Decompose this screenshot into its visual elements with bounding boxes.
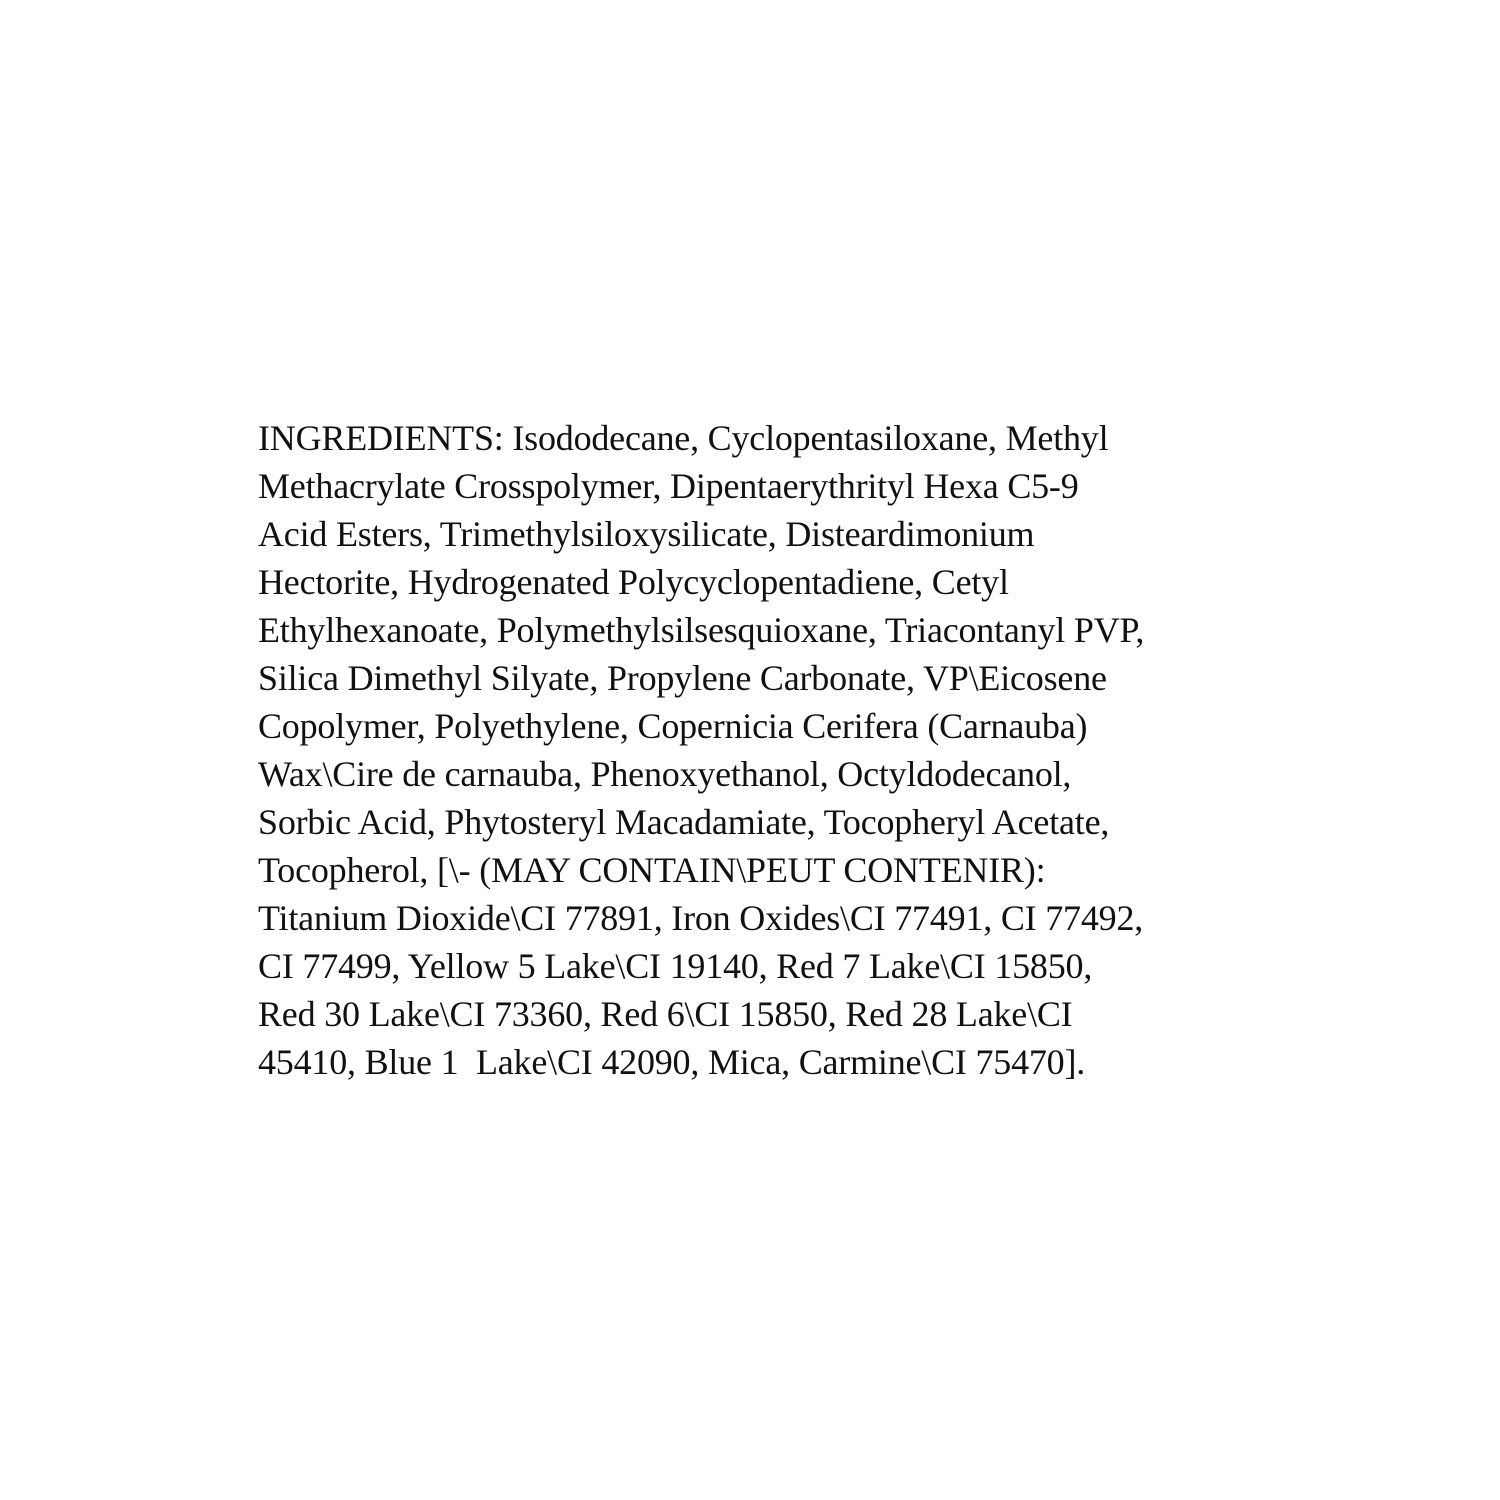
ingredients-line: Hectorite, Hydrogenated Polycyclopentadiene, Cetyl — [258, 562, 1009, 602]
ingredients-line: Red 30 Lake\CI 73360, Red 6\CI 15850, Red 28 Lake\CI — [258, 994, 1073, 1034]
ingredients-line: Titanium Dioxide\CI 77891, Iron Oxides\CI 77491, CI 77492, — [258, 898, 1144, 938]
ingredients-line: Acid Esters, Trimethylsiloxysilicate, Disteardimonium — [258, 514, 1035, 554]
ingredients-line: Wax\Cire de carnauba, Phenoxyethanol, Octyldodecanol, — [258, 754, 1072, 794]
ingredients-line: Silica Dimethyl Silyate, Propylene Carbonate, VP\Eicosene — [258, 658, 1107, 698]
ingredients-line: Ethylhexanoate, Polymethylsilsesquioxane, Triacontanyl PVP, — [258, 610, 1145, 650]
ingredients-line: Sorbic Acid, Phytosteryl Macadamiate, Tocopheryl Acetate, — [258, 802, 1110, 842]
ingredients-text — [258, 414, 1258, 1086]
ingredients-line: CI 77499, Yellow 5 Lake\CI 19140, Red 7 Lake\CI 15850, — [258, 946, 1093, 986]
ingredients-line: 45410, Blue 1 Lake\CI 42090, Mica, Carmine\CI 75470]. — [258, 1042, 1086, 1082]
ingredients-line: Methacrylate Crosspolymer, Dipentaerythrityl Hexa C5-9 — [258, 466, 1079, 506]
ingredients-line: Copolymer, Polyethylene, Copernicia Cerifera (Carnauba) — [258, 706, 1088, 746]
ingredients-line: INGREDIENTS: Isododecane, Cyclopentasiloxane, Methyl — [258, 418, 1109, 458]
ingredients-line: Tocopherol, [\- (MAY CONTAIN\PEUT CONTENIR): — [258, 850, 1046, 890]
